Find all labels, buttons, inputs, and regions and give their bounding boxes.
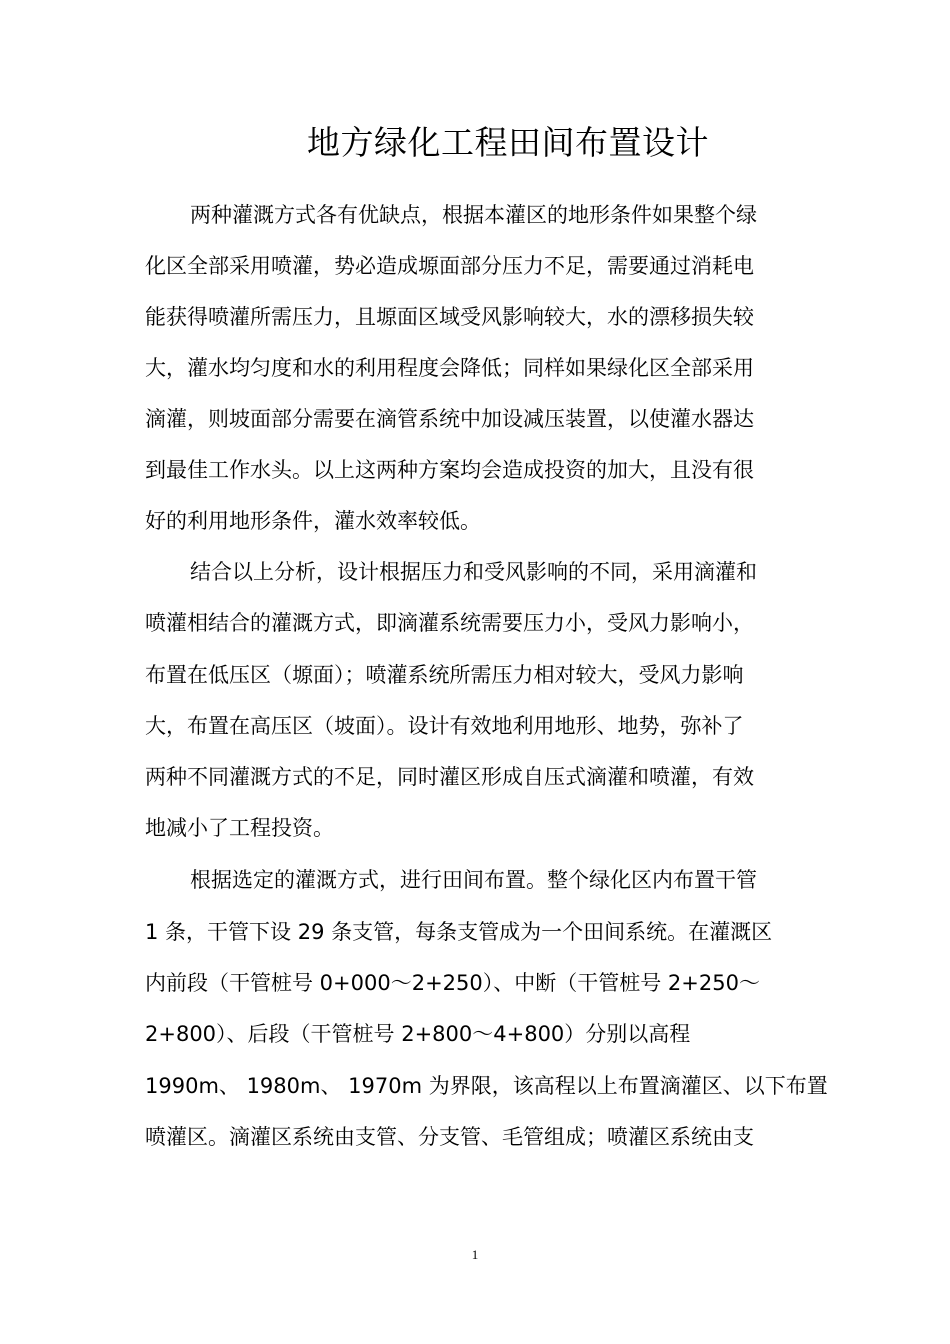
paragraph-2-line-6: 地减小了工程投资。 — [145, 816, 334, 840]
page-title: 地方绿化工程田间布置设计 — [307, 123, 709, 162]
paragraph-1-line-7: 好的利用地形条件，灌水效率较低。 — [145, 509, 481, 533]
paragraph-3-line-4: 2+800）、后段（干管桩号 2+800～4+800）分别以高程 — [145, 1022, 691, 1046]
paragraph-3-line-3: 内前段（干管桩号 0+000～2+250）、中断（干管桩号 2+250～ — [145, 971, 760, 995]
paragraph-1-line-1: 两种灌溉方式各有优缺点，根据本灌区的地形条件如果整个绿 — [190, 203, 757, 227]
paragraph-1-line-3: 能获得喷灌所需压力，且塬面区域受风影响较大，水的漂移损失较 — [145, 305, 754, 329]
paragraph-2-line-5: 两种不同灌溉方式的不足，同时灌区形成自压式滴灌和喷灌，有效 — [145, 765, 754, 789]
page-number: 1 — [471, 1247, 479, 1262]
paragraph-1-line-6: 到最佳工作水头。以上这两种方案均会造成投资的加大，且没有很 — [145, 458, 754, 482]
paragraph-3-line-2: 1 条，干管下设 29 条支管，每条支管成为一个田间系统。在灌溉区 — [145, 920, 773, 944]
paragraph-2-line-2: 喷灌相结合的灌溉方式，即滴灌系统需要压力小，受风力影响小， — [145, 611, 754, 635]
paragraph-1-line-2: 化区全部采用喷灌，势必造成塬面部分压力不足，需要通过消耗电 — [145, 254, 754, 278]
paragraph-3-line-1: 根据选定的灌溉方式，进行田间布置。整个绿化区内布置干管 — [190, 868, 757, 892]
paragraph-2-line-4: 大，布置在高压区（坡面）。设计有效地利用地形、地势，弥补了 — [145, 714, 744, 738]
paragraph-3-line-6: 喷灌区。滴灌区系统由支管、分支管、毛管组成；喷灌区系统由支 — [145, 1125, 754, 1149]
paragraph-2-line-1: 结合以上分析，设计根据压力和受风影响的不同，采用滴灌和 — [190, 560, 757, 584]
paragraph-1-line-4: 大，灌水均匀度和水的利用程度会降低；同样如果绿化区全部采用 — [145, 356, 754, 380]
paragraph-1-line-5: 滴灌，则坡面部分需要在滴管系统中加设减压装置，以使灌水器达 — [145, 407, 754, 431]
paragraph-3-line-5: 1990m、 1980m、 1970m 为界限，该高程以上布置滴灌区、以下布置 — [145, 1074, 828, 1098]
paragraph-2-line-3: 布置在低压区（塬面）；喷灌系统所需压力相对较大，受风力影响 — [145, 663, 744, 687]
